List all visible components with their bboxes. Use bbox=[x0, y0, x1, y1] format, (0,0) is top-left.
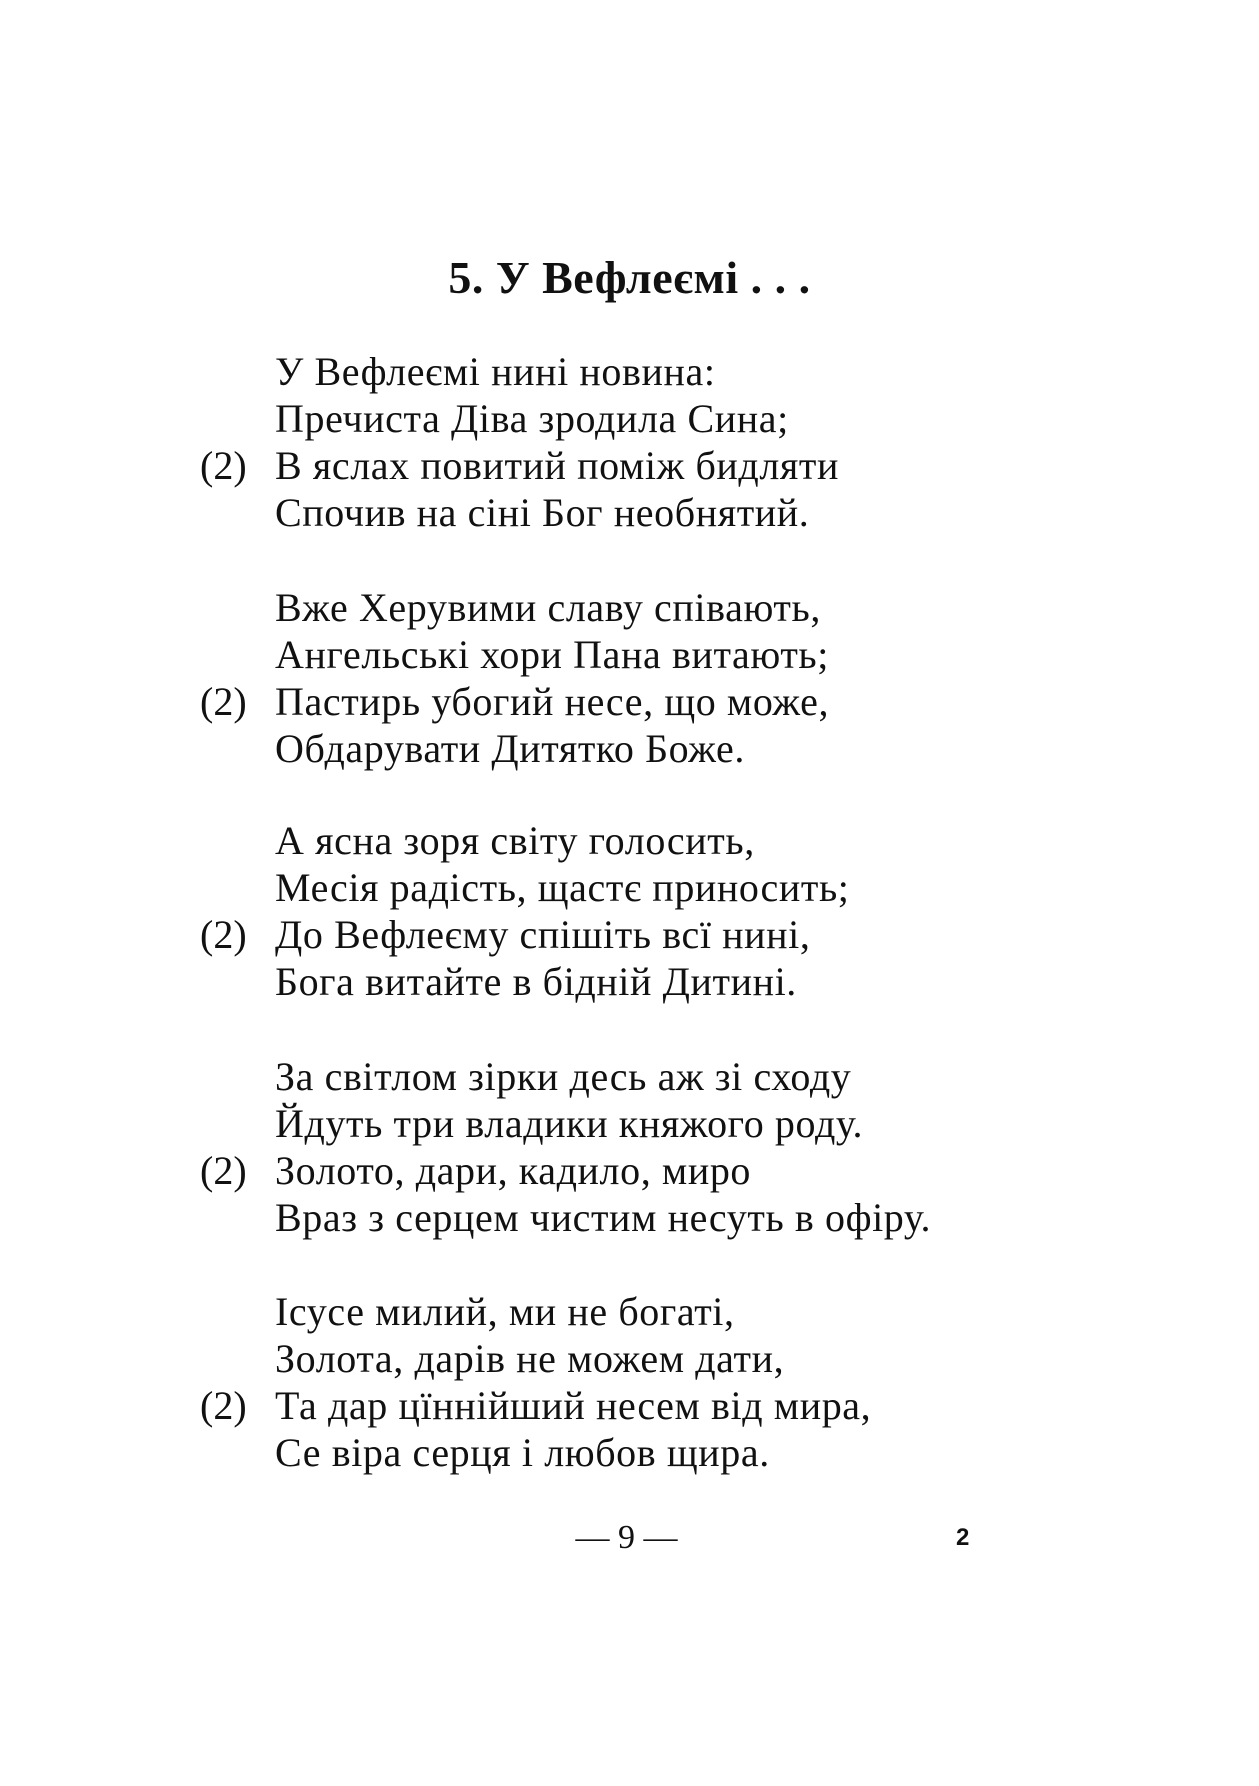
verse-line: Ісусе милий, ми не богаті, bbox=[275, 1289, 735, 1334]
verse-line: До Вефлеєму спішіть всї нині, bbox=[275, 912, 811, 957]
repeat-mark: (2) bbox=[200, 1383, 247, 1428]
verse-line: Враз з серцем чистим несуть в офіру. bbox=[275, 1195, 932, 1240]
verse-line: Ангельські хори Пана витають; bbox=[275, 632, 829, 677]
verse-line: А ясна зоря світу голосить, bbox=[275, 818, 755, 863]
repeat-mark: (2) bbox=[200, 1148, 247, 1193]
page-number bbox=[0, 1516, 1259, 1560]
verse-line: Золото, дари, кадило, миро bbox=[275, 1148, 752, 1193]
verse-line: Месія радість, щастє приносить; bbox=[275, 865, 850, 910]
verse-line: За світлом зірки десь аж зі сходу bbox=[275, 1054, 852, 1099]
page-number-text: — 9 — bbox=[575, 1519, 678, 1556]
repeat-mark: (2) bbox=[200, 912, 247, 957]
verse-line: У Вефлеємі нині новина: bbox=[275, 349, 716, 394]
verse-line: В яслах повитий поміж бидляти bbox=[275, 443, 840, 488]
repeat-mark: (2) bbox=[200, 443, 247, 488]
repeat-mark: (2) bbox=[200, 679, 247, 724]
signature-mark: 2 bbox=[956, 1524, 970, 1551]
verse-line: Йдуть три владики княжого роду. bbox=[275, 1101, 864, 1146]
verse-line: Та дар цїннійший несем від мира, bbox=[275, 1383, 872, 1428]
verse-line: Спочив на сіні Бог необнятий. bbox=[275, 490, 810, 535]
verse-line: Вже Херувими славу співають, bbox=[275, 585, 821, 630]
verse-line: Бога витайте в бідній Дитині. bbox=[275, 959, 797, 1004]
verse-line: Пречиста Діва зродила Сина; bbox=[275, 396, 789, 441]
verse-line: Золота, дарів не можем дати, bbox=[275, 1336, 785, 1381]
verse-line: Се віра серця і любов щира. bbox=[275, 1430, 770, 1475]
verse-line: Пастирь убогий несе, що може, bbox=[275, 679, 830, 724]
song-title: 5. У Вефлеємі . . . bbox=[448, 252, 811, 303]
verse-line: Обдарувати Дитятко Боже. bbox=[275, 726, 745, 771]
